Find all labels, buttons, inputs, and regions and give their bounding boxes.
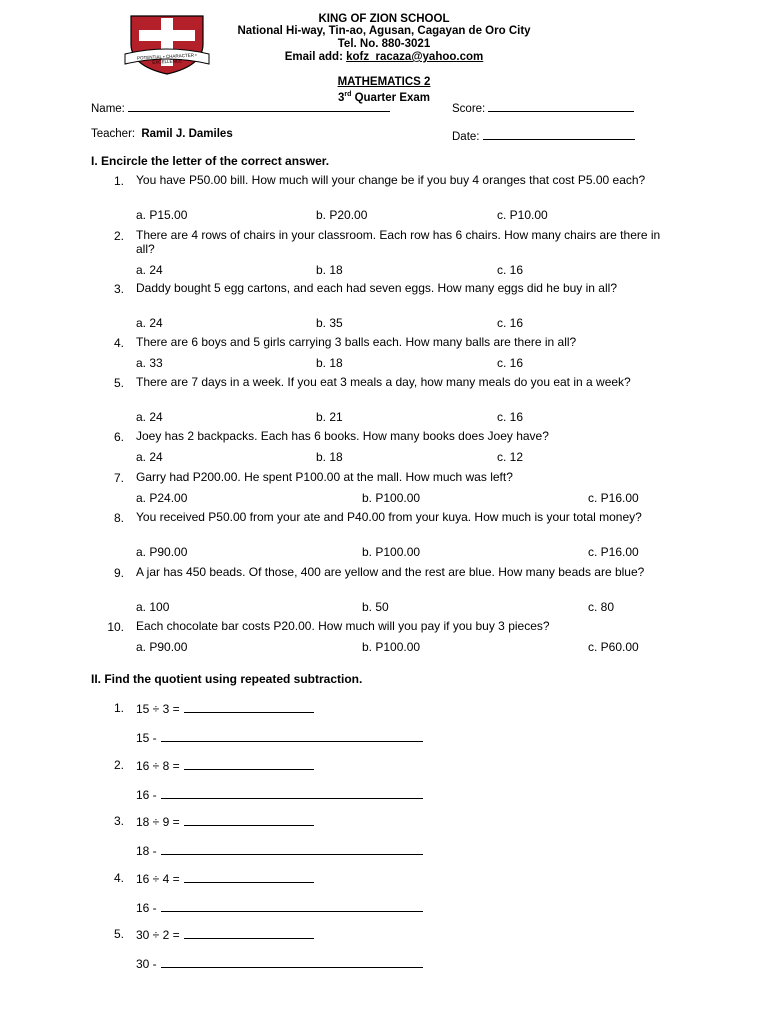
- work-line[interactable]: [161, 956, 423, 968]
- exam-quarter-sup: rd: [344, 91, 352, 98]
- answer-option-a[interactable]: a. 100: [136, 600, 170, 614]
- question-text: Daddy bought 5 egg cartons, and each had seven eggs. How many eggs did he buy in all?: [136, 281, 617, 295]
- answer-line[interactable]: [184, 701, 314, 713]
- section-1-title: I. Encircle the letter of the correct answer.: [91, 154, 330, 168]
- division-expression: [136, 758, 314, 773]
- answer-option-c[interactable]: c. 12: [497, 450, 524, 464]
- question-number: 9.: [113, 566, 124, 580]
- school-tel: Tel. No. 880-3021: [337, 38, 431, 50]
- answer-option-a[interactable]: a. 24: [136, 450, 163, 464]
- score-input-line[interactable]: [488, 100, 634, 112]
- item-number: 4.: [113, 870, 124, 885]
- work-line[interactable]: [161, 787, 423, 799]
- expression-text: 16 ÷ 4 =: [136, 871, 180, 886]
- date-field: [452, 128, 635, 143]
- question-number: 10.: [107, 620, 124, 634]
- question-text: Joey has 2 backpacks. Each has 6 books. How many books does Joey have?: [136, 429, 549, 443]
- item-number: 2.: [113, 757, 124, 772]
- answer-option-b[interactable]: b. 50: [362, 600, 389, 614]
- name-field: [91, 100, 390, 115]
- answer-option-b[interactable]: b. P20.00: [316, 208, 368, 222]
- answer-line[interactable]: [184, 871, 314, 883]
- answer-option-a[interactable]: a. 33: [136, 356, 163, 370]
- email-label: Email add:: [284, 51, 343, 63]
- question-text: There are 6 boys and 5 girls carrying 3 balls each. How many balls are there in all?: [136, 335, 577, 349]
- exam-quarter-label: Quarter Exam: [351, 91, 431, 104]
- answer-option-c[interactable]: c. P60.00: [588, 640, 639, 654]
- answer-option-b[interactable]: b. P100.00: [362, 491, 421, 505]
- question-text: You received P50.00 from your ate and P40.00 from your kuya. How much is your total money?: [136, 510, 642, 524]
- expression-text: 16 ÷ 8 =: [136, 758, 180, 773]
- answer-option-c[interactable]: c. 16: [497, 410, 524, 424]
- work-start-text: 16 -: [136, 787, 157, 802]
- date-label: Date:: [452, 131, 480, 143]
- work-start-text: 16 -: [136, 900, 157, 915]
- question-number: 6.: [113, 430, 124, 444]
- answer-option-c[interactable]: c. P16.00: [588, 491, 639, 505]
- teacher-label: Teacher:: [91, 128, 136, 140]
- question-number: 4.: [113, 336, 124, 350]
- score-label: Score:: [452, 103, 486, 115]
- subtraction-work: [136, 843, 423, 858]
- answer-option-b[interactable]: b. 21: [316, 410, 343, 424]
- answer-line[interactable]: [184, 758, 314, 770]
- teacher-field: [91, 128, 233, 140]
- subtraction-work: [136, 900, 423, 915]
- item-number: 5.: [113, 927, 124, 941]
- work-start-text: 30 -: [136, 957, 157, 971]
- question-text: There are 4 rows of chairs in your classroom. Each row has 6 chairs. How many chairs are there in all?: [136, 228, 661, 256]
- question-text: Garry had P200.00. He spent P100.00 at the mall. How much was left?: [136, 470, 513, 484]
- school-email-line: [0, 51, 768, 64]
- question-number: 2.: [113, 229, 124, 243]
- answer-line[interactable]: [184, 927, 314, 939]
- subtraction-work: [136, 730, 423, 745]
- question-number: 5.: [113, 376, 124, 390]
- answer-line[interactable]: [184, 814, 314, 826]
- question-text: There are 7 days in a week. If you eat 3 meals a day, how many meals do you eat in a week?: [136, 375, 631, 389]
- school-address: National Hi-way, Tin-ao, Agusan, Cagayan de Oro City: [237, 25, 531, 37]
- answer-option-b[interactable]: b. 35: [316, 316, 343, 330]
- question-text: You have P50.00 bill. How much will your change be if you buy 4 oranges that cost P5.00 each?: [136, 173, 646, 187]
- answer-option-c[interactable]: c. 80: [588, 600, 615, 614]
- subtraction-work: [136, 956, 423, 971]
- answer-option-a[interactable]: a. 24: [136, 316, 163, 330]
- work-line[interactable]: [161, 900, 423, 912]
- question-number: 8.: [113, 511, 124, 525]
- school-name: KING OF ZION SCHOOL: [318, 13, 450, 25]
- name-input-line[interactable]: [128, 100, 390, 112]
- answer-option-b[interactable]: b. 18: [316, 450, 343, 464]
- answer-option-c[interactable]: c. 16: [497, 316, 524, 330]
- answer-option-a[interactable]: a. P15.00: [136, 208, 188, 222]
- answer-option-c[interactable]: c. P10.00: [497, 208, 548, 222]
- answer-option-a[interactable]: a. 24: [136, 410, 163, 424]
- date-input-line[interactable]: [483, 128, 635, 140]
- division-expression: [136, 927, 314, 942]
- answer-option-b[interactable]: b. P100.00: [362, 640, 421, 654]
- item-number: 3.: [113, 814, 124, 828]
- subtraction-work: [136, 787, 423, 802]
- answer-option-b[interactable]: b. 18: [316, 263, 343, 277]
- work-line[interactable]: [161, 843, 423, 855]
- answer-option-c[interactable]: c. 16: [497, 356, 524, 370]
- answer-option-b[interactable]: b. P100.00: [362, 545, 421, 559]
- work-start-text: 15 -: [136, 731, 157, 745]
- question-text: Each chocolate bar costs P20.00. How much will you pay if you buy 3 pieces?: [136, 619, 550, 633]
- answer-option-a[interactable]: a. P24.00: [136, 491, 188, 505]
- division-expression: [136, 814, 314, 829]
- logo-motto: POTENTIAL • CHARACTER • EXCELLENCE: [136, 52, 197, 65]
- work-line[interactable]: [161, 730, 423, 742]
- expression-text: 15 ÷ 3 =: [136, 702, 180, 716]
- item-number: 1.: [113, 701, 124, 715]
- answer-option-c[interactable]: c. P16.00: [588, 545, 639, 559]
- work-start-text: 18 -: [136, 844, 157, 858]
- expression-text: 30 ÷ 2 =: [136, 928, 180, 942]
- teacher-name: Ramil J. Damiles: [141, 128, 233, 140]
- exam-quarter-number: 3: [337, 91, 345, 104]
- email-link[interactable]: kofz_racaza@yahoo.com: [346, 51, 484, 63]
- score-field: [452, 100, 634, 115]
- name-label: Name:: [91, 103, 125, 115]
- answer-option-a[interactable]: a. P90.00: [136, 640, 188, 654]
- answer-option-a[interactable]: a. P90.00: [136, 545, 188, 559]
- expression-text: 18 ÷ 9 =: [136, 815, 180, 829]
- answer-option-c[interactable]: c. 16: [497, 263, 524, 277]
- question-number: 3.: [113, 282, 124, 296]
- division-expression: [136, 701, 314, 716]
- division-expression: [136, 871, 314, 886]
- question-number: 1.: [113, 174, 124, 188]
- question-text: A jar has 450 beads. Of those, 400 are yellow and the rest are blue. How many beads are blue?: [136, 565, 645, 579]
- section-2-title: II. Find the quotient using repeated subtraction.: [91, 672, 363, 686]
- answer-option-b[interactable]: b. 18: [316, 356, 343, 370]
- exam-subject: MATHEMATICS 2: [337, 76, 431, 88]
- question-number: 7.: [113, 471, 124, 485]
- answer-option-a[interactable]: a. 24: [136, 263, 163, 277]
